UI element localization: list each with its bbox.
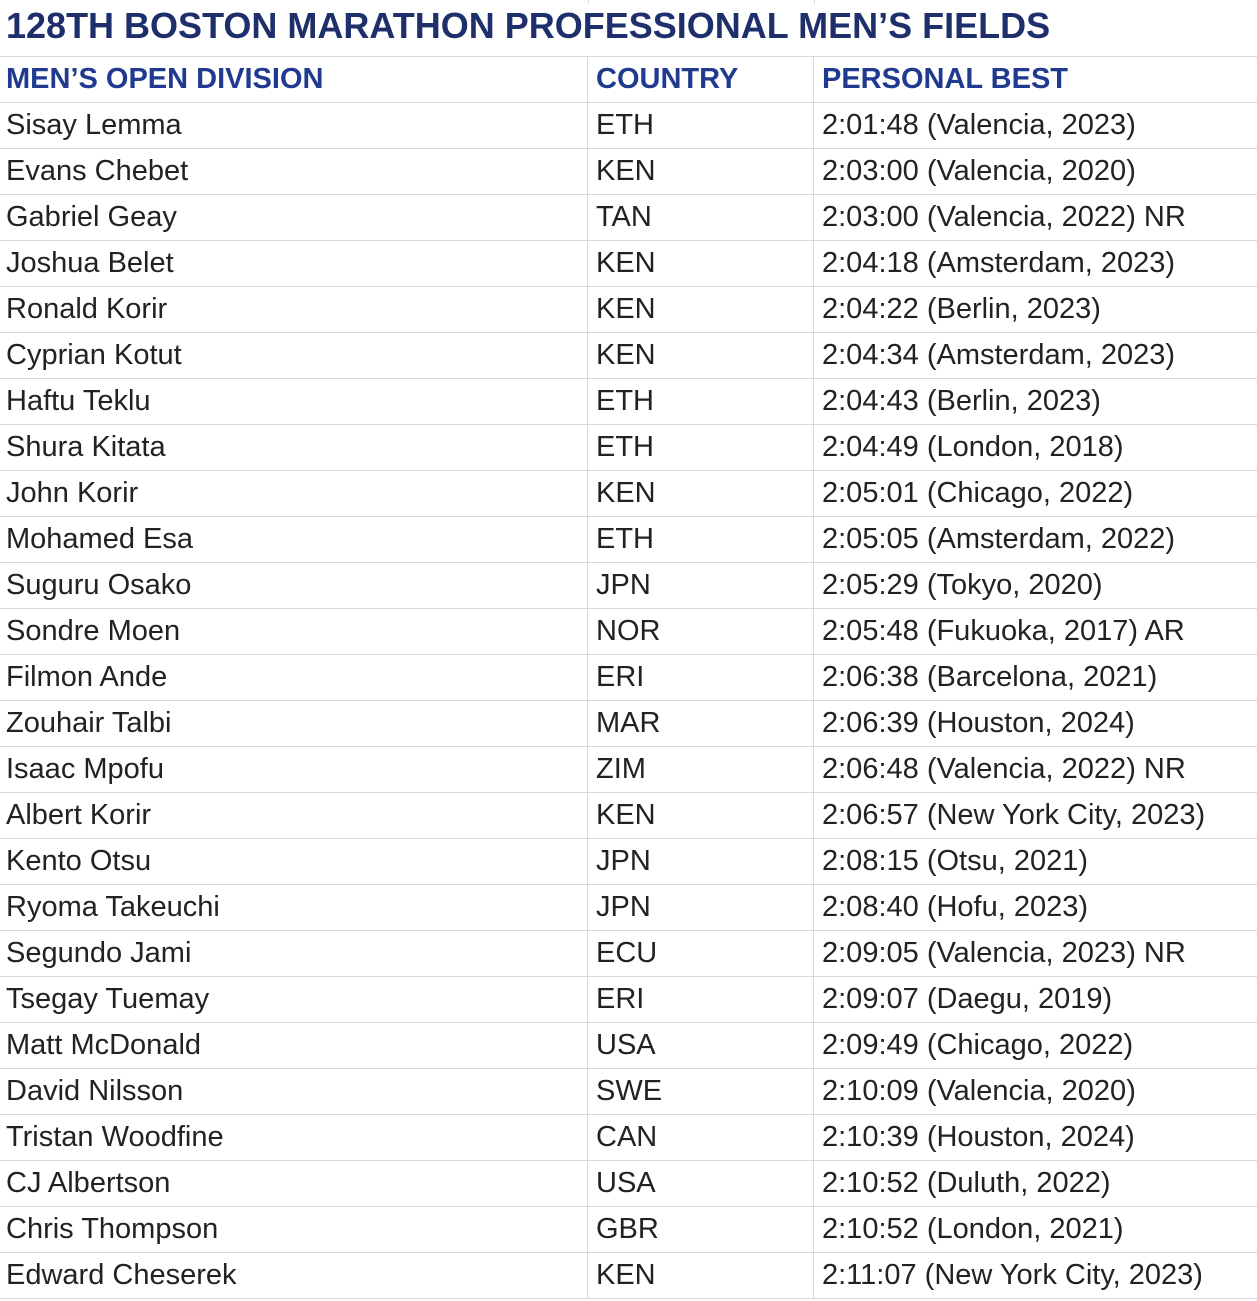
country-cell[interactable]: KEN [588, 333, 814, 378]
personal-best-cell[interactable]: 2:05:29 (Tokyo, 2020) [822, 569, 1103, 601]
personal-best-cell[interactable]: 2:03:00 (Valencia, 2020) [822, 155, 1136, 187]
country-cell[interactable]: KEN [588, 471, 814, 516]
table-row [0, 977, 1257, 1023]
personal-best-cell[interactable]: 2:06:57 (New York City, 2023) [822, 799, 1206, 831]
athlete-name-cell[interactable]: Sondre Moen [0, 609, 588, 654]
personal-best-cell[interactable]: 2:09:49 (Chicago, 2022) [822, 1029, 1134, 1061]
personal-best-cell[interactable]: 2:05:48 (Fukuoka, 2017) AR [822, 615, 1185, 647]
country-cell[interactable]: MAR [588, 701, 814, 746]
personal-best-cell[interactable]: 2:11:07 (New York City, 2023) [822, 1259, 1203, 1291]
country-cell[interactable]: USA [588, 1023, 814, 1068]
athlete-name-cell[interactable]: Suguru Osako [0, 563, 588, 608]
table-row [0, 287, 1257, 333]
athlete-name-cell[interactable]: Chris Thompson [0, 1207, 588, 1252]
athlete-name-cell[interactable]: Albert Korir [0, 793, 588, 838]
personal-best-cell[interactable]: 2:04:43 (Berlin, 2023) [822, 385, 1101, 417]
athlete-name-cell[interactable]: Sisay Lemma [0, 103, 588, 148]
table-row [0, 931, 1257, 977]
header-country[interactable]: COUNTRY [588, 57, 814, 102]
country-cell[interactable]: JPN [588, 885, 814, 930]
country-cell[interactable]: KEN [588, 287, 814, 332]
athlete-name-cell[interactable]: Ronald Korir [0, 287, 588, 332]
country-cell[interactable]: CAN [588, 1115, 814, 1160]
header-personal-best[interactable]: PERSONAL BEST [822, 63, 1069, 95]
table-row [0, 563, 1257, 609]
personal-best-cell[interactable]: 2:10:09 (Valencia, 2020) [822, 1075, 1136, 1107]
country-cell[interactable]: KEN [588, 149, 814, 194]
personal-best-cell[interactable]: 2:05:05 (Amsterdam, 2022) [822, 523, 1176, 555]
personal-best-cell[interactable]: 2:08:15 (Otsu, 2021) [822, 845, 1088, 877]
table-row [0, 1161, 1257, 1207]
table-row [0, 333, 1257, 379]
table-row [0, 609, 1257, 655]
personal-best-cell[interactable]: 2:09:05 (Valencia, 2023) NR [822, 937, 1186, 969]
header-men-open-division[interactable]: MEN’S OPEN DIVISION [0, 57, 588, 102]
athlete-name-cell[interactable]: Zouhair Talbi [0, 701, 588, 746]
personal-best-cell[interactable]: 2:01:48 (Valencia, 2023) [822, 109, 1136, 141]
table-title[interactable]: 128TH BOSTON MARATHON PROFESSIONAL MEN’S FIELDS [6, 5, 1051, 46]
country-cell[interactable]: ETH [588, 425, 814, 470]
personal-best-cell[interactable]: 2:04:49 (London, 2018) [822, 431, 1124, 463]
athlete-name-cell[interactable]: David Nilsson [0, 1069, 588, 1114]
personal-best-cell[interactable]: 2:04:34 (Amsterdam, 2023) [822, 339, 1176, 371]
athlete-name-cell[interactable]: Tristan Woodfine [0, 1115, 588, 1160]
table-row [0, 517, 1257, 563]
athlete-name-cell[interactable]: Mohamed Esa [0, 517, 588, 562]
country-cell[interactable]: ECU [588, 931, 814, 976]
country-cell[interactable]: ETH [588, 103, 814, 148]
personal-best-cell[interactable]: 2:04:22 (Berlin, 2023) [822, 293, 1101, 325]
header-row [0, 57, 1257, 103]
athlete-name-cell[interactable]: Haftu Teklu [0, 379, 588, 424]
personal-best-cell[interactable]: 2:03:00 (Valencia, 2022) NR [822, 201, 1186, 233]
table-row [0, 471, 1257, 517]
athlete-name-cell[interactable]: Ryoma Takeuchi [0, 885, 588, 930]
athlete-name-cell[interactable]: Gabriel Geay [0, 195, 588, 240]
table-row [0, 195, 1257, 241]
athlete-name-cell[interactable]: Segundo Jami [0, 931, 588, 976]
personal-best-cell[interactable]: 2:09:07 (Daegu, 2019) [822, 983, 1113, 1015]
table-row [0, 103, 1257, 149]
table-row [0, 425, 1257, 471]
country-cell[interactable]: JPN [588, 839, 814, 884]
country-cell[interactable]: ETH [588, 379, 814, 424]
country-cell[interactable]: USA [588, 1161, 814, 1206]
country-cell[interactable]: KEN [588, 241, 814, 286]
table-row [0, 1115, 1257, 1161]
athlete-name-cell[interactable]: CJ Albertson [0, 1161, 588, 1206]
country-cell[interactable]: GBR [588, 1207, 814, 1252]
personal-best-cell[interactable]: 2:06:38 (Barcelona, 2021) [822, 661, 1158, 693]
country-cell[interactable]: ETH [588, 517, 814, 562]
country-cell[interactable]: KEN [588, 793, 814, 838]
athlete-name-cell[interactable]: Filmon Ande [0, 655, 588, 700]
table-row [0, 379, 1257, 425]
athlete-name-cell[interactable]: Cyprian Kotut [0, 333, 588, 378]
table-row [0, 701, 1257, 747]
table-row [0, 793, 1257, 839]
athlete-name-cell[interactable]: Edward Cheserek [0, 1253, 588, 1298]
athlete-name-cell[interactable]: Tsegay Tuemay [0, 977, 588, 1022]
table-row [0, 655, 1257, 701]
personal-best-cell[interactable]: 2:04:18 (Amsterdam, 2023) [822, 247, 1176, 279]
personal-best-cell[interactable]: 2:05:01 (Chicago, 2022) [822, 477, 1134, 509]
athlete-name-cell[interactable]: Joshua Belet [0, 241, 588, 286]
personal-best-cell[interactable]: 2:06:39 (Houston, 2024) [822, 707, 1135, 739]
table-row [0, 1253, 1257, 1299]
country-cell[interactable]: TAN [588, 195, 814, 240]
country-cell[interactable]: KEN [588, 1253, 814, 1298]
table-row [0, 241, 1257, 287]
table-row [0, 839, 1257, 885]
table-row [0, 1207, 1257, 1253]
table-row [0, 149, 1257, 195]
title-row [0, 0, 1257, 57]
personal-best-cell[interactable]: 2:08:40 (Hofu, 2023) [822, 891, 1089, 923]
table-body [0, 103, 1257, 1299]
athlete-name-cell[interactable]: Shura Kitata [0, 425, 588, 470]
athlete-name-cell[interactable]: John Korir [0, 471, 588, 516]
table-row [0, 1069, 1257, 1115]
table-row [0, 1023, 1257, 1069]
athlete-name-cell[interactable]: Isaac Mpofu [0, 747, 588, 792]
personal-best-cell[interactable]: 2:06:48 (Valencia, 2022) NR [822, 753, 1186, 785]
athlete-name-cell[interactable]: Kento Otsu [0, 839, 588, 884]
country-cell[interactable]: SWE [588, 1069, 814, 1114]
table-row [0, 747, 1257, 793]
country-cell[interactable]: ZIM [588, 747, 814, 792]
table-row [0, 885, 1257, 931]
athlete-name-cell[interactable]: Evans Chebet [0, 149, 588, 194]
athlete-name-cell[interactable]: Matt McDonald [0, 1023, 588, 1068]
country-cell[interactable]: ERI [588, 977, 814, 1022]
personal-best-cell[interactable]: 2:10:39 (Houston, 2024) [822, 1121, 1135, 1153]
country-cell[interactable]: NOR [588, 609, 814, 654]
country-cell[interactable]: ERI [588, 655, 814, 700]
country-cell[interactable]: JPN [588, 563, 814, 608]
personal-best-cell[interactable]: 2:10:52 (London, 2021) [822, 1213, 1124, 1245]
personal-best-cell[interactable]: 2:10:52 (Duluth, 2022) [822, 1167, 1111, 1199]
